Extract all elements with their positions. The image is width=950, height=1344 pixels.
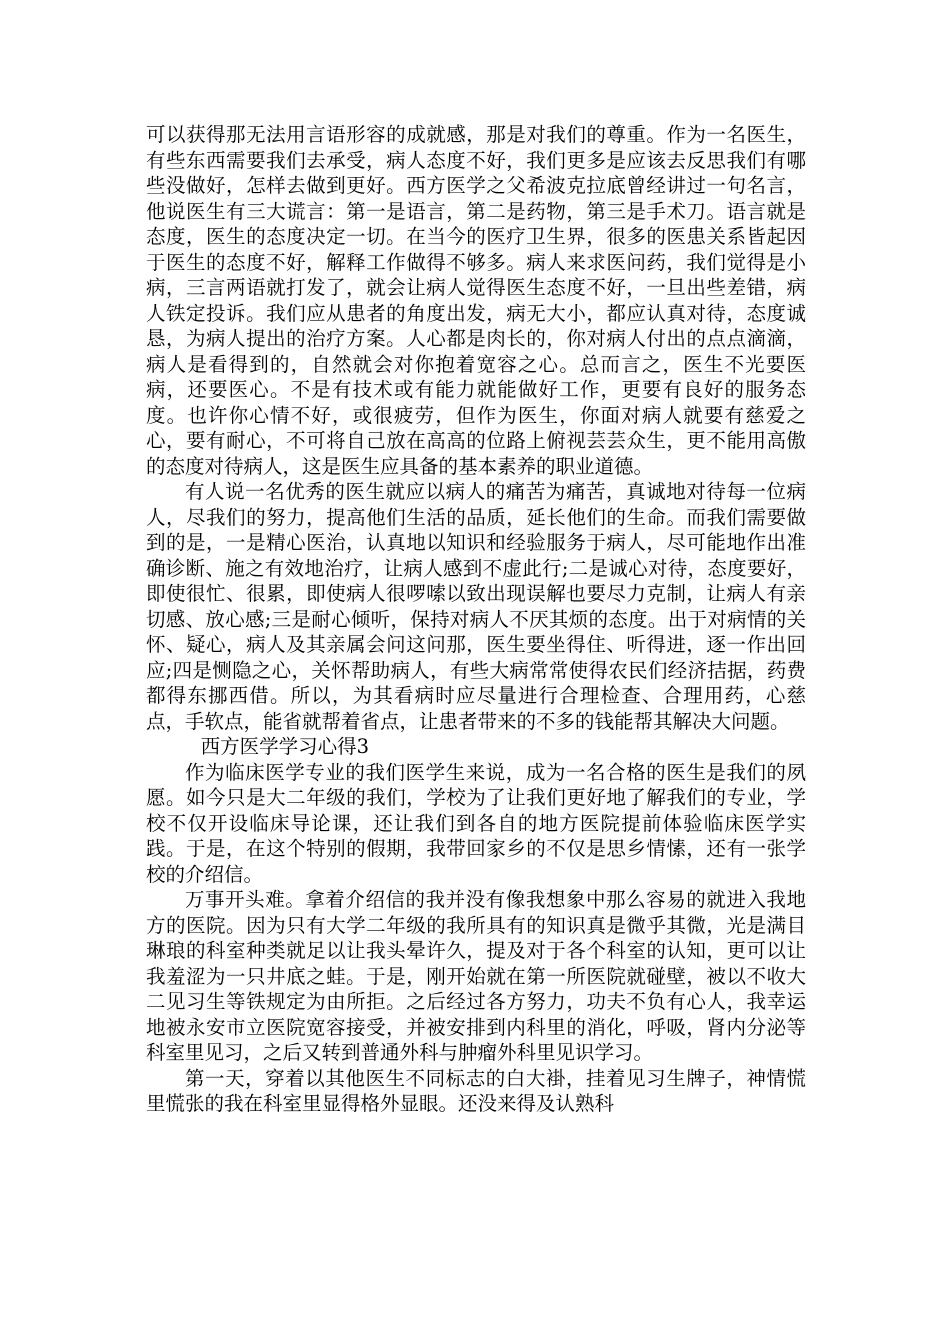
paragraph-first-day: 第一天，穿着以其他医生不同标志的白大褂，挂着见习生牌子，神情慌里慌张的我在科室里显得格外显眼。还没来得及认熟科	[146, 1066, 806, 1115]
section-heading: 西方医学学习心得3	[200, 735, 370, 758]
paragraph-doctor-attitude: 可以获得那无法用言语形容的成就感，那是对我们的尊重。作为一名医生，有些东西需要我们去承受，病人态度不好，我们更多是应该去反思我们有哪些没做好，怎样去做到更好。西方医学之父希波克拉底曾经讲过一句名言，他说医生有三大谎言：第一是语言，第二是药物，第三是手术刀。语言就是态度，医生的态度决定一切。在当今的医疗卫生界，很多的医患关系皆起因于医生的态度不好，解释工作做得不够多。病人来求医问药，我们觉得是小病，三言两语就打发了，就会让病人觉得医生态度不好，一旦出些差错，病人铁定投诉。我们应从患者的角度出发，病无大小，都应认真对待，态度诚恳，为病人提出的治疗方案。人心都是肉长的，你对病人付出的点点滴滴，病人是看得到的，自然就会对你抱着宽容之心。总而言之，医生不光要医病，还要医心。不是有技术或有能力就能做好工作，更要有良好的服务态度。也许你心情不好，或很疲劳，但作为医生，你面对病人就要有慈爱之心，要有耐心，不可将自己放在高高的位路上俯视芸芸众生，更不能用高傲的态度对待病人，这是医生应具备的基本素养的职业道德。	[146, 123, 806, 478]
paragraph-excellent-doctor: 有人说一名优秀的医生就应以病人的痛苦为痛苦，真诚地对待每一位病人，尽我们的努力，提高他们生活的品质，延长他们的生命。而我们需要做到的是，一是精心医治，认真地以知识和经验服务于病人，尽可能地作出准确诊断、施之有效地治疗，让病人感到不虚此行;二是诚心对待，态度要好，即使很忙、很累，即使病人很啰嗦以致出现误解也要尽力克制，让病人有亲切感、放心感;三是耐心倾听，保持对病人不厌其烦的态度。出于对病情的关怀、疑心，病人及其亲属会问这问那，医生要坐得住、听得进，逐一作出回应;四是恻隐之心，关怀帮助病人，有些大病常常使得农民们经济拮据，药费都得东挪西借。所以，为其看病时应尽量进行合理检查、合理用药，心慈点，手软点，能省就帮着省点，让患者带来的不多的钱能帮其解决大问题。	[146, 480, 806, 733]
paragraph-hospital-entry: 万事开头难。拿着介绍信的我并没有像我想象中那么容易的就进入我地方的医院。因为只有大学二年级的我所具有的知识真是微乎其微，光是满目琳琅的科室种类就足以让我头晕许久，提及对于各个科室的认知，更可以让我羞涩为一只井底之蛙。于是，刚开始就在第一所医院就碰壁，被以不收大二见习生等铁规定为由所拒。之后经过各方努力，功夫不负有心人，我幸运地被永安市立医院宽容接受，并被安排到内科里的消化，呼吸，肾内分泌等科室里见习，之后又转到普通外科与肿瘤外科里见识学习。	[146, 888, 806, 1064]
document-page	[146, 122, 806, 1117]
paragraph-clinical-practice: 作为临床医学专业的我们医学生来说，成为一名合格的医生是我们的夙愿。如今只是大二年级的我们，学校为了让我们更好地了解我们的专业，学校不仅开设临床导论课，还让我们到各自的地方医院提前体验临床医学实践。于是，在这个特别的假期，我带回家乡的不仅是思乡情愫，还有一张学校的介绍信。	[146, 760, 806, 886]
